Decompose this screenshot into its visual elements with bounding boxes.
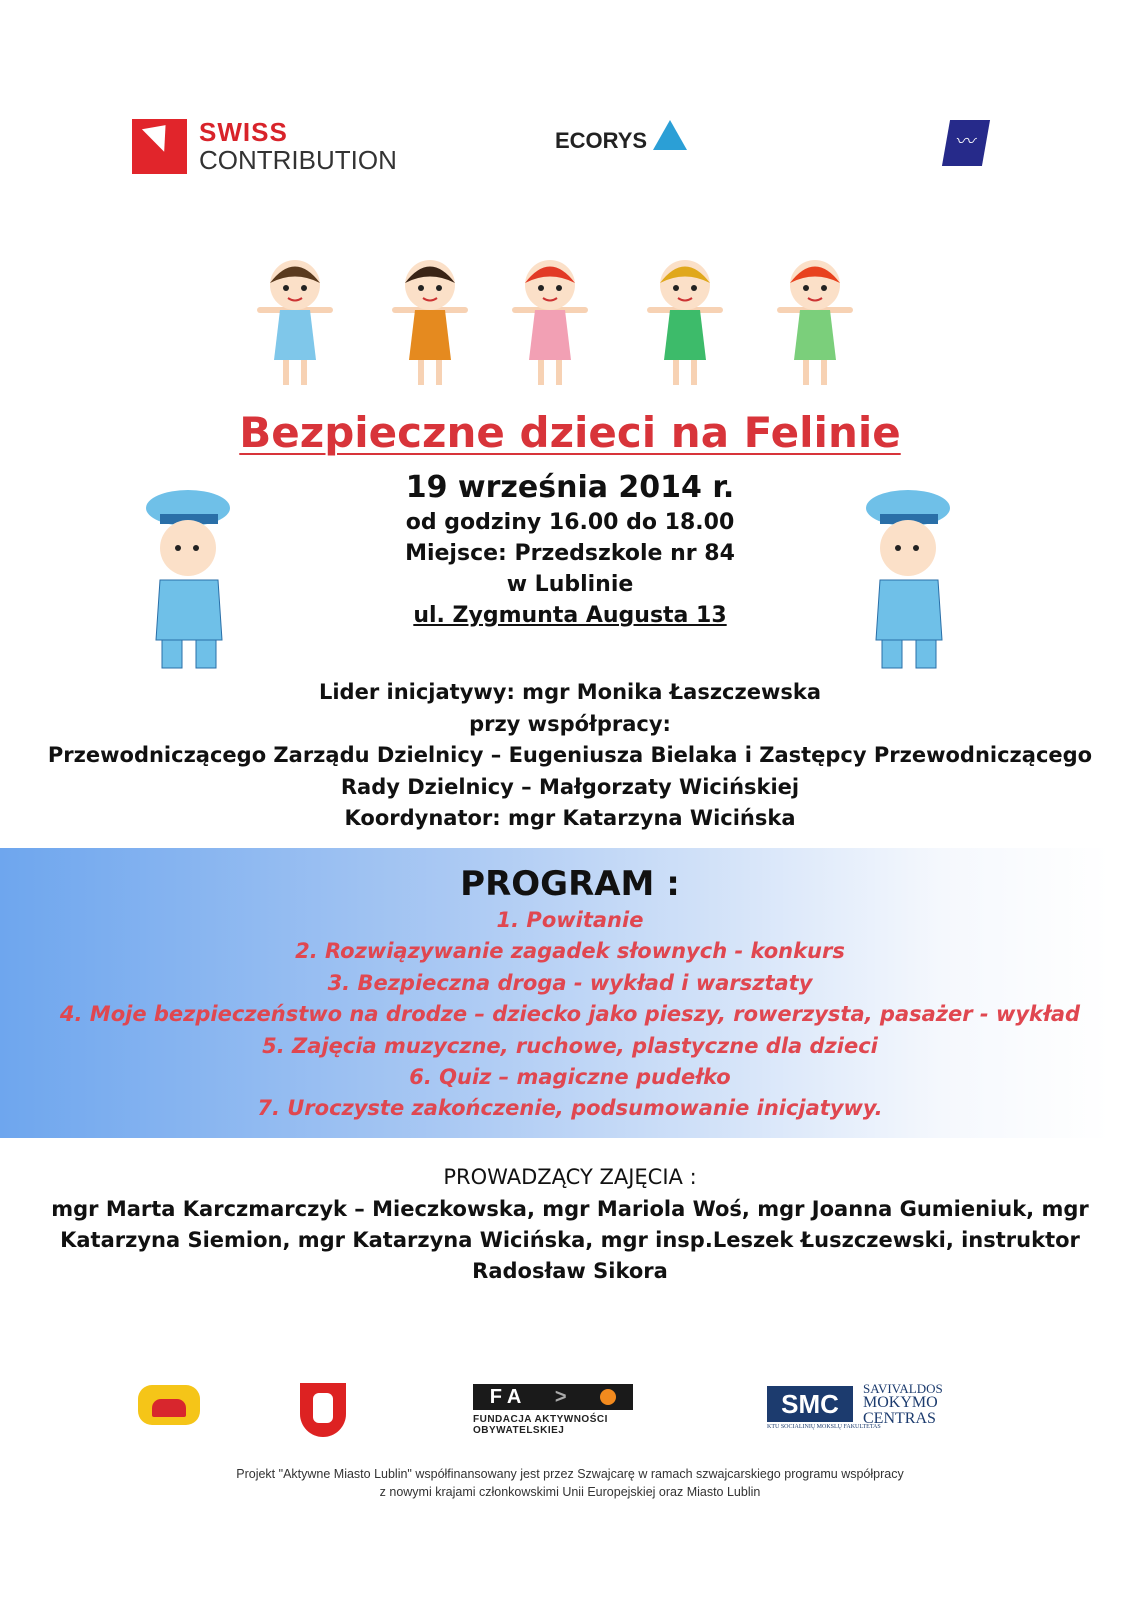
smc-logo [767, 1382, 943, 1427]
program-item: 6. Quiz – magiczne pudełko [409, 1065, 731, 1089]
child-figure [495, 255, 605, 399]
organizer-line: Rady Dzielnicy – Małgorzaty Wicińskiej [340, 775, 800, 799]
organizer-line: Koordynator: mgr Katarzyna Wicińska [344, 806, 796, 830]
event-place: Miejsce: Przedszkole nr 84 [405, 541, 735, 566]
organizer-line: Lider inicjatywy: mgr Monika Łaszczewska [318, 680, 822, 704]
fao-logo-text: FUNDACJA AKTYWNOŚCI OBYWATELSKIEJ [473, 1414, 608, 1436]
program-item: 7. Uroczyste zakończenie, podsumowanie inicjatywy. [257, 1096, 883, 1120]
fao-letters: F A [489, 1385, 522, 1408]
program-item: 5. Zajęcia muzyczne, ruchowe, plastyczne dla dzieci [262, 1034, 878, 1058]
ecorys-triangle-icon [653, 120, 687, 150]
smc-text: MOKYMO [863, 1394, 938, 1411]
instructors-title: PROWADZĄCY ZAJĘCIA : [443, 1165, 697, 1189]
instructors-line: Katarzyna Siemion, mgr Katarzyna Wicińska, mgr insp.Leszek Łuszczewski, instruktor [60, 1228, 1080, 1252]
footer-line: z nowymi krajami członkowskimi Unii Europejskiej oraz Miasto Lublin [379, 1485, 761, 1499]
event-title: Bezpieczne dzieci na Felinie [239, 408, 901, 457]
smc-text: SAVIVALDOS [863, 1381, 943, 1396]
organizer-line: przy współpracy: [469, 712, 671, 736]
child-figure [375, 255, 485, 399]
instructors-line: Radosław Sikora [472, 1259, 668, 1283]
event-address: ul. Zygmunta Augusta 13 [413, 603, 727, 628]
family-logo-icon [138, 1385, 200, 1425]
footer-line: Projekt "Aktywne Miasto Lublin" współfinansowany jest przez Szwajcarę w ramach szwajcarskiego programu współpracy [236, 1467, 904, 1481]
smc-text: CENTRAS [863, 1410, 936, 1427]
program-item: 4. Moje bezpieczeństwo na drodze – dziecko jako pieszy, rowerzysta, pasażer - wykład [59, 1002, 1081, 1026]
swiss-flag-icon [132, 119, 187, 174]
event-city: w Lublinie [506, 572, 634, 597]
fao-logo: F A > FUNDACJA AKTYWNOŚCI OBYWATELSKIEJ [473, 1384, 633, 1436]
program-title: PROGRAM : [460, 864, 680, 904]
ecorys-logo-text: ECORYS [555, 128, 648, 153]
instructors-line: mgr Marta Karczmarczyk – Mieczkowska, mgr Mariola Woś, mgr Joanna Gumieniuk, mgr [51, 1197, 1089, 1221]
event-date: 19 września 2014 r. [405, 470, 735, 505]
organizer-line: Przewodniczącego Zarządu Dzielnicy – Eugeniusza Bielaka i Zastępcy Przewodniczącego [47, 743, 1093, 767]
swiss-logo-line2: CONTRIBUTION [199, 145, 397, 175]
swiss-contribution-logo [132, 118, 397, 174]
child-figure [630, 255, 740, 399]
event-hours: od godziny 16.00 do 18.00 [405, 510, 735, 535]
child-figure [240, 255, 350, 399]
program-item: 1. Powitanie [496, 908, 644, 932]
swiss-logo-line1: SWISS [199, 117, 288, 147]
ecorys-logo [555, 120, 687, 154]
bird-logo-icon: 〰 [942, 120, 990, 166]
lublin-coat-of-arms-icon [300, 1383, 346, 1437]
program-item: 3. Bezpieczna droga - wykład i warsztaty [327, 971, 813, 995]
smc-logo-mark: SMC [767, 1386, 853, 1422]
child-figure [760, 255, 870, 399]
program-item: 2. Rozwiązywanie zagadek słownych - konkurs [295, 939, 845, 963]
smc-subtitle: KTU SOCIALINIŲ MOKSLŲ FAKULTETAS [767, 1424, 881, 1430]
